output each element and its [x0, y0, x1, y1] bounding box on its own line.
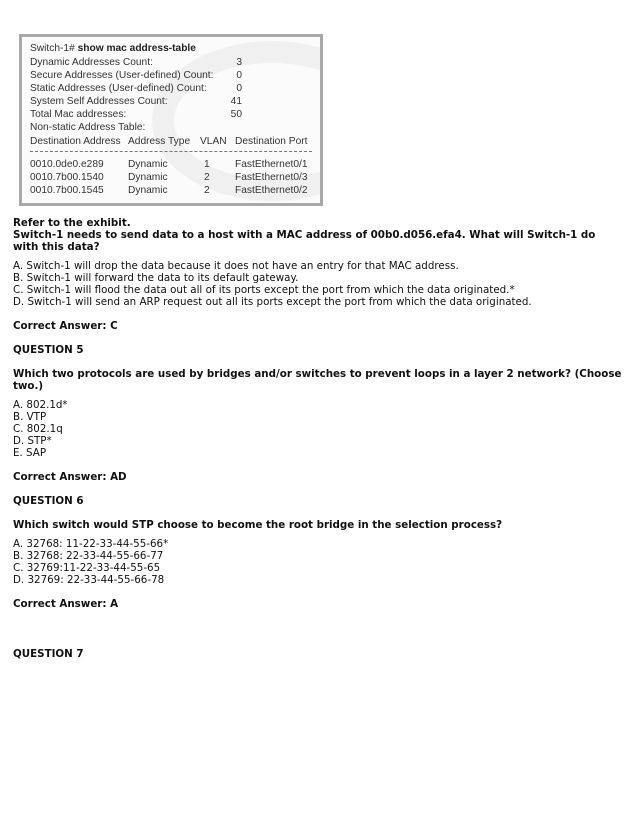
table-divider — [30, 151, 312, 152]
cell-type: Dynamic — [128, 185, 168, 196]
count-value-dynamic: 3 — [236, 57, 242, 68]
q4-option-c: C. Switch-1 will flood the data out all of its ports except the port from which the data originated.* — [13, 284, 515, 296]
cell-vlan: 2 — [204, 185, 210, 196]
col-destination-port: Destination Port — [235, 136, 308, 147]
q6-option-a: A. 32768: 11-22-33-44-55-66* — [13, 538, 169, 550]
cell-address: 0010.7b00.1540 — [30, 172, 104, 183]
q5-option-d: D. STP* — [13, 435, 52, 447]
q4-answer: Correct Answer: C — [13, 320, 118, 332]
q5-option-b: B. VTP — [13, 411, 47, 423]
table-row — [30, 159, 312, 171]
q5-answer: Correct Answer: AD — [13, 471, 127, 483]
col-vlan: VLAN — [200, 136, 227, 147]
q4-option-b: B. Switch-1 will forward the data to its default gateway. — [13, 272, 299, 284]
command-line — [30, 43, 196, 55]
cell-port: FastEthernet0/2 — [235, 185, 308, 196]
q5-option-e: E. SAP — [13, 447, 47, 459]
command-text: show mac address-table — [77, 43, 196, 54]
count-label-system-self: System Self Addresses Count: — [30, 96, 168, 107]
cell-address: 0010.0de0.e289 — [30, 159, 104, 170]
command-prefix: Switch-1# — [30, 43, 75, 54]
count-label-total: Total Mac addresses: — [30, 109, 127, 120]
q5-heading: QUESTION 5 — [13, 344, 84, 356]
col-address-type: Address Type — [128, 136, 191, 147]
q6-stem: Which switch would STP choose to become the root bridge in the selection process? — [13, 519, 503, 531]
cell-type: Dynamic — [128, 159, 168, 170]
exhibit-screenshot — [19, 34, 323, 206]
q4-option-a: A. Switch-1 will drop the data because it does not have an entry for that MAC address. — [13, 260, 459, 272]
table-row — [30, 172, 312, 184]
cell-vlan: 2 — [204, 172, 210, 183]
cell-vlan: 1 — [204, 159, 210, 170]
count-label-dynamic: Dynamic Addresses Count: — [30, 57, 153, 68]
cell-address: 0010.7b00.1545 — [30, 185, 104, 196]
col-destination-address: Destination Address — [30, 136, 121, 147]
q4-option-d: D. Switch-1 will send an ARP request out all its ports except the port from which the data originated. — [13, 296, 532, 308]
nonstatic-table-label: Non-static Address Table: — [30, 122, 146, 133]
cell-type: Dynamic — [128, 172, 168, 183]
count-value-secure: 0 — [236, 70, 242, 81]
cell-port: FastEthernet0/1 — [235, 159, 308, 170]
q4-stem: Switch-1 needs to send data to a host with a MAC address of 00b0.d056.efa4. What will Switch-1 do with this data? — [13, 229, 596, 253]
q5-option-c: C. 802.1q — [13, 423, 63, 435]
count-label-static: Static Addresses (User-defined) Count: — [30, 83, 207, 94]
q6-answer: Correct Answer: A — [13, 598, 119, 610]
q5-stem: Which two protocols are used by bridges and/or switches to prevent loops in a layer 2 network? (Choose two.) — [13, 368, 622, 392]
q6-option-b: B. 32768: 22-33-44-55-66-77 — [13, 550, 164, 562]
table-row — [30, 185, 312, 197]
count-value-static: 0 — [236, 83, 242, 94]
document-body — [13, 217, 623, 660]
q7-heading: QUESTION 7 — [13, 648, 84, 660]
q6-option-d: D. 32769: 22-33-44-55-66-78 — [13, 574, 165, 586]
count-value-system-self: 41 — [230, 96, 242, 107]
q6-option-c: C. 32769:11-22-33-44-55-65 — [13, 562, 161, 574]
table-header — [30, 136, 312, 148]
count-label-secure: Secure Addresses (User-defined) Count: — [30, 70, 214, 81]
q5-option-a: A. 802.1d* — [13, 399, 68, 411]
q6-heading: QUESTION 6 — [13, 495, 84, 507]
q4-intro: Refer to the exhibit. — [13, 217, 131, 229]
cell-port: FastEthernet0/3 — [235, 172, 308, 183]
count-value-total: 50 — [230, 109, 242, 120]
